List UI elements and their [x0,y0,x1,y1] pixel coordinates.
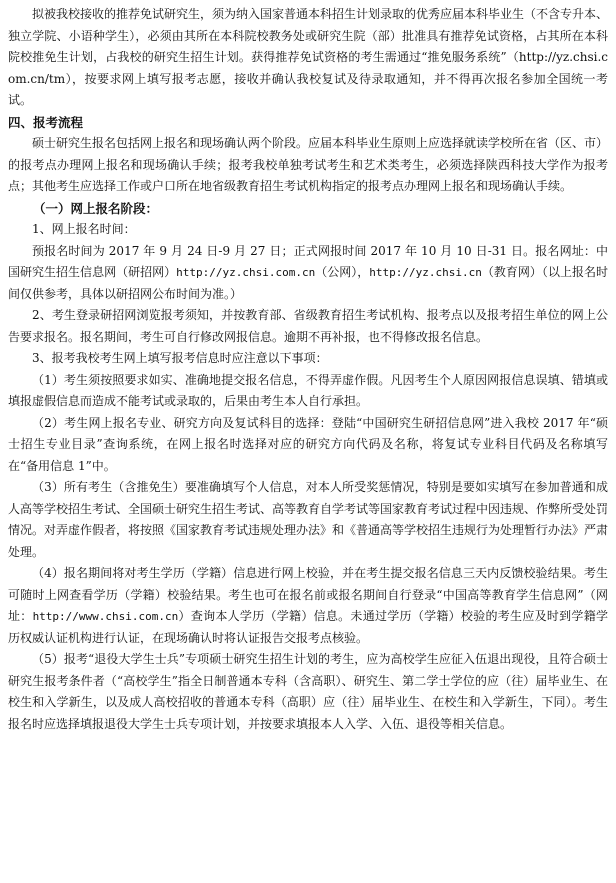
paragraph-login-notice: 2、考生登录研招网浏览报考须知，并按教育部、省级教育招生考试机构、报考点以及报考招生单位的网上公告要求报名。报名期间，考生可自行修改网报信息。逾期不再补报，也不得修改报名信息。 [8,308,608,344]
paragraph-recommended-students: 拟被我校接收的推荐免试研究生，须为纳入国家普通本科招生计划录取的优秀应届本科毕业生（不含专升本、独立学院、小语种学生），必须由其所在本科院校教务处或研究生院（部）批准具有推荐免试资格，占其所在本科院校推免生计划，占我校的研究生招生计划。获得推荐免试资格的考生需通过“推免服务系统”（http://yz.chsi.com.cn/tm），按要求网上填写报考志愿，接收并确认我校复试及待录取通知，并不得再次报名参加全国统一考试。 [8,7,609,107]
public-network-url: http://yz.chsi.com.cn [176,266,316,279]
paragraph-note-1: （1）考生须按照要求如实、准确地提交报名信息，不得弄虚作假。凡因考生个人原因网报信息误填、错填或填报虚假信息而造成不能考试或录取的，后果由考生本人自行承担。 [8,372,608,408]
paragraph-notes-intro: 3、报考我校考生网上填写报考信息时应注意以下事项： [32,351,328,365]
paragraph-registration-time-label: 1、网上报名时间： [32,222,136,236]
note-4-text: （4）报名期间将对考生学历（学籍）信息进行网上校验，并在考生提交报名信息三天内反馈校验结果。考生可随时上网查看学历（学籍）校验结果。考生也可在报名前或报名期间自行登录“中国高等教育学生信息网”（网址： [8,566,608,623]
registration-time-text: 预报名时间为 2017 年 9 月 24 日-9 月 27 日；正式网报时间 2017 年 10 月 10 日-31 日。报名网址：中国研究生招生信息网（研招网） [8,243,608,279]
paragraph-note-4 [8,563,608,649]
education-network-note: （教育网）（以上报名时间仅供参考，具体以研招网公布时间为准。） [8,265,608,301]
note-4-text-cont: ）查询本人学历（学籍）信息。未通过学历（学籍）校验的考生应及时到学籍学历权威认证机构进行认证，在现场确认时将认证报告交报考点核验。 [8,609,608,645]
paragraph-note-5: （5）报考“退役大学生士兵”专项硕士研究生招生计划的考生，应为高校学生应征入伍退出现役，且符合硕士研究生报考条件者（“高校学生”指全日制普通本专科（含高职）、研究生、第二学士学位的应（往）届毕业生、在校生和入学新生，以及成人高校招收的普通本专科（高职）应（往）届毕业生、在校生和入学新生，下同）。考生报名时应选择填报退役大学生士兵专项计划，并按要求填报本人入学、入伍、退役等相关信息。 [8,652,608,731]
public-network-label: （公网）， [315,265,370,279]
paragraph-registration-overview: 硕士研究生报名包括网上报名和现场确认两个阶段。应届本科毕业生原则上应选择就读学校所在省（区、市）的报考点办理网上报名和现场确认手续；报考我校单独考试考生和艺术类考生，必须选择陕西科技大学作为报考点；其他考生应选择工作或户口所在地省级教育招生考试机构指定的报考点办理网上报名和现场确认手续。 [8,136,609,193]
chsi-url: http://www.chsi.com.cn [32,610,179,623]
paragraph-note-2: （2）考生网上报名专业、研究方向及复试科目的选择：登陆“中国研究生研招信息网”进入我校 2017 年“硕士招生专业目录”查询系统，在网上报名时选择对应的研究方向代码及名称，将复试专业科目代码及名称填写在“备用信息 1”中。 [8,415,608,473]
paragraph-registration-time [8,241,608,306]
subsection-heading-online-registration: （一）网上报名阶段： [33,200,159,216]
education-network-url: http://yz.chsi.cn [369,266,482,279]
section-heading-application-process: 四、报考流程 [8,114,84,130]
paragraph-note-3: （3）所有考生（含推免生）要准确填写个人信息，对本人所受奖惩情况，特别是要如实填写在参加普通和成人高等学校招生考试、全国硕士研究生招生考试、高等教育自学考试等国家教育考试过程中因违规、作弊所受处罚情况。对弄虚作假者，将按照《国家教育考试违规处理办法》和《普通高等学校招生违规行为处理暂行办法》严肃处理。 [8,480,609,559]
